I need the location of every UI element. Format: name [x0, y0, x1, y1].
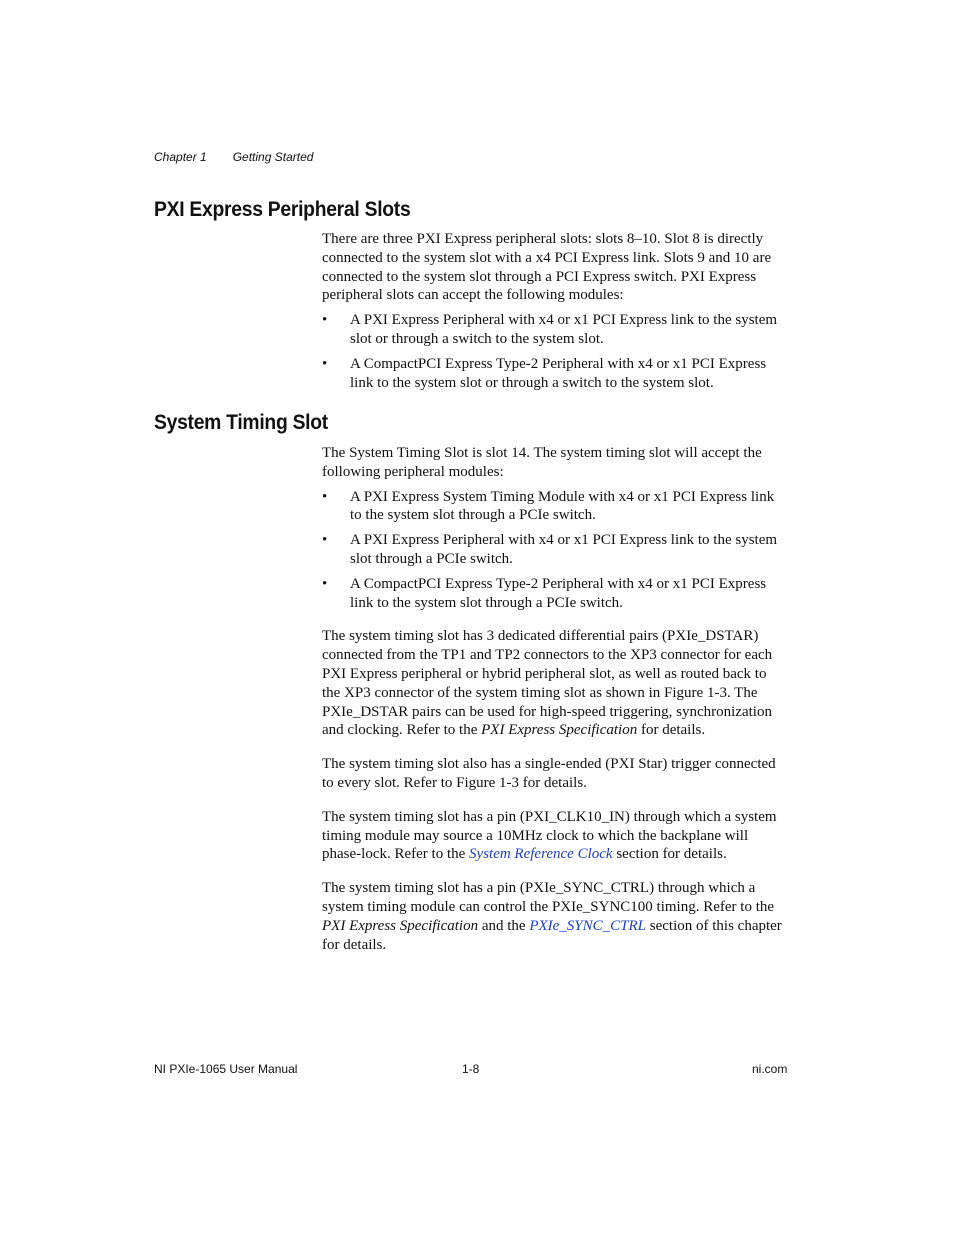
chapter-title: Getting Started — [232, 150, 314, 164]
paragraph: The System Timing Slot is slot 14. The system timing slot will accept the following peripheral modules: — [322, 445, 762, 480]
text-run: section for details. — [612, 846, 727, 863]
bullet-icon: • — [322, 312, 328, 329]
paragraph-pxi-star: The system timing slot also has a single-ended (PXI Star) trigger connected to every slot. Refer to Figure 1-3 for details. — [322, 756, 776, 791]
spec-reference: PXI Express Specification — [481, 722, 638, 739]
text-run: section of this chapter for details. — [322, 917, 782, 953]
section-heading-system-timing-slot: System Timing Slot — [154, 411, 328, 434]
footer-manual-title: NI PXIe-1065 User Manual — [154, 1062, 298, 1076]
footer-page-number: 1-8 — [462, 1062, 480, 1076]
list-item — [322, 355, 788, 393]
list-item-text: A CompactPCI Express Type-2 Peripheral with x4 or x1 PCI Express link to the system slot through a PCIe switch. — [350, 575, 767, 611]
bullet-icon: • — [322, 488, 328, 505]
text-run: The system timing slot has 3 dedicated differential pairs (PXIe_DSTAR) connected from the TP1 and TP2 connectors to the XP3 connector for each PXI Express peripheral or hybrid peripheral slot, as well as routed back to the XP3 connector of the system timing slot as shown in Figure 1-3. The PXIe_DSTAR pairs can be used for high-speed triggering, synchronization and clocking. Refer to the — [322, 628, 773, 739]
pxie-sync-ctrl-link[interactable]: PXIe_SYNC_CTRL — [529, 917, 646, 934]
list-item — [322, 575, 788, 613]
bullet-icon: • — [322, 532, 328, 549]
list-item-text: A PXI Express Peripheral with x4 or x1 PCI Express link to the system slot through a PCIe switch. — [350, 532, 778, 567]
section-peripheral-slots-body — [322, 230, 788, 392]
list-item — [322, 488, 788, 526]
list-item-text: A CompactPCI Express Type-2 Peripheral with x4 or x1 PCI Express link to the system slot or through a switch to the system slot. — [350, 355, 767, 391]
text-run: and the — [478, 917, 530, 934]
spec-reference: PXI Express Specification — [322, 917, 479, 934]
bullet-icon: • — [322, 355, 328, 372]
bullet-icon: • — [322, 575, 328, 592]
section-heading-peripheral-slots: PXI Express Peripheral Slots — [154, 198, 411, 221]
chapter-number: Chapter 1 — [154, 150, 207, 164]
list-item-text: A PXI Express Peripheral with x4 or x1 PCI Express link to the system slot or through a switch to the system slot. — [350, 312, 778, 347]
footer-website: ni.com — [752, 1062, 788, 1076]
system-reference-clock-link[interactable]: System Reference Clock — [469, 846, 613, 863]
text-run: The system timing slot has a pin (PXI_CLK10_IN) through which a system timing module may source a 10MHz clock to which the backplane will phase-lock. Refer to the — [322, 808, 777, 863]
section-system-timing-body — [322, 444, 788, 954]
list-item — [322, 311, 788, 349]
paragraph: There are three PXI Express peripheral slots: slots 8–10. Slot 8 is directly connected to the system slot with a x4 PCI Express link. Slots 9 and 10 are connected to the system slot through a PCI Express switch. PXI Express peripheral slots can accept the following modules: — [322, 231, 772, 304]
paragraph-sync-ctrl — [322, 879, 788, 954]
list-item — [322, 531, 788, 569]
paragraph-clk10 — [322, 808, 788, 864]
running-head — [154, 150, 313, 164]
paragraph-dstar — [322, 627, 788, 740]
text-run: for details. — [637, 722, 706, 739]
text-run: The system timing slot has a pin (PXIe_SYNC_CTRL) through which a system timing module can control the PXIe_SYNC100 timing. Refer to the — [322, 880, 775, 915]
list-item-text: A PXI Express System Timing Module with x4 or x1 PCI Express link to the system slot through a PCIe switch. — [350, 488, 775, 524]
